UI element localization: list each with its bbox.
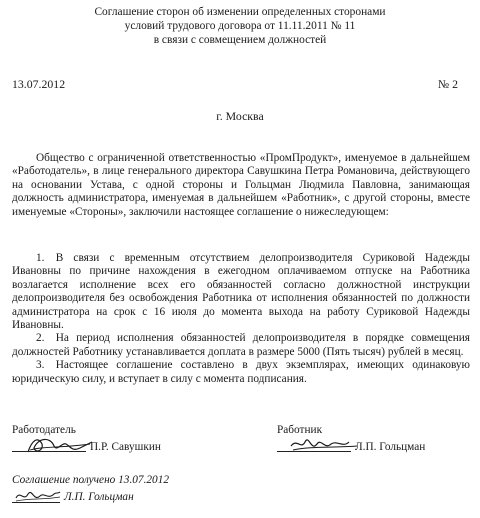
received-name: Л.П. Гольцман — [64, 491, 134, 503]
agreement-items — [12, 252, 470, 386]
agreement-item-2: 2. На период исполнения обязанностей делопроизводителя в порядке совмещения должностей Работнику устанавливается доплата в размере 5000 (Пять тысяч) рублей в месяц. — [12, 332, 470, 358]
document-city: г. Москва — [216, 109, 264, 123]
title-line-3: в связи с совмещением должностей — [153, 34, 327, 46]
received-signature-line — [12, 502, 60, 503]
employee-name: Л.П. Гольцман — [355, 441, 426, 453]
title-line-1: Соглашение сторон об изменении определенных сторонами — [94, 6, 386, 18]
document-date: 13.07.2012 — [12, 77, 66, 91]
employee-signature-line — [277, 451, 351, 452]
employer-role: Работодатель — [12, 424, 76, 436]
employer-signature-mark — [24, 430, 94, 458]
employer-name: П.Р. Савушкин — [90, 441, 161, 453]
intro-paragraph — [12, 152, 470, 219]
agreement-item-3: 3. Настоящее соглашение составлено в двух экземплярах, имеющих одинаковую юридическую силу, и вступает в силу с момента подписания. — [12, 359, 470, 385]
received-note: Соглашение получено 13.07.2012 — [12, 474, 169, 486]
title-line-2: условий трудового договора от 11.11.2011 № 11 — [124, 20, 356, 32]
agreement-item-1: 1. В связи с временным отсутствием делопроизводителя Суриковой Надежды Ивановны по причине нахождения в ежегодном оплачиваемом отпуске на Работника возлагается исполнение всех его обязанностей согласно должностной инструкции делопроизводителя без освобождения Работника от исполнения обязанностей по должности администратора на срок с 16 июля до момента выхода на работу Суриковой Надежды Ивановны. — [12, 252, 470, 332]
employee-signature-mark — [289, 430, 359, 458]
intro-text: Общество с ограниченной ответственностью «ПромПродукт», именуемое в дальнейшем «Работодатель», в лице генерального директора Савушкина Петра Романовича, действующего на основании Устава, с одной стороны и Гольцман Людмила Павловна, занимающая должность администратора, именуемая в дальнейшем «Работник», с другой стороны, вместе именуемые «Стороны», заключили настоящее соглашение о нижеследующем: — [12, 152, 470, 218]
employee-role: Работник — [277, 424, 323, 436]
document-number: № 2 — [437, 77, 458, 91]
document-title — [0, 5, 480, 47]
employer-signature-line — [12, 451, 86, 452]
